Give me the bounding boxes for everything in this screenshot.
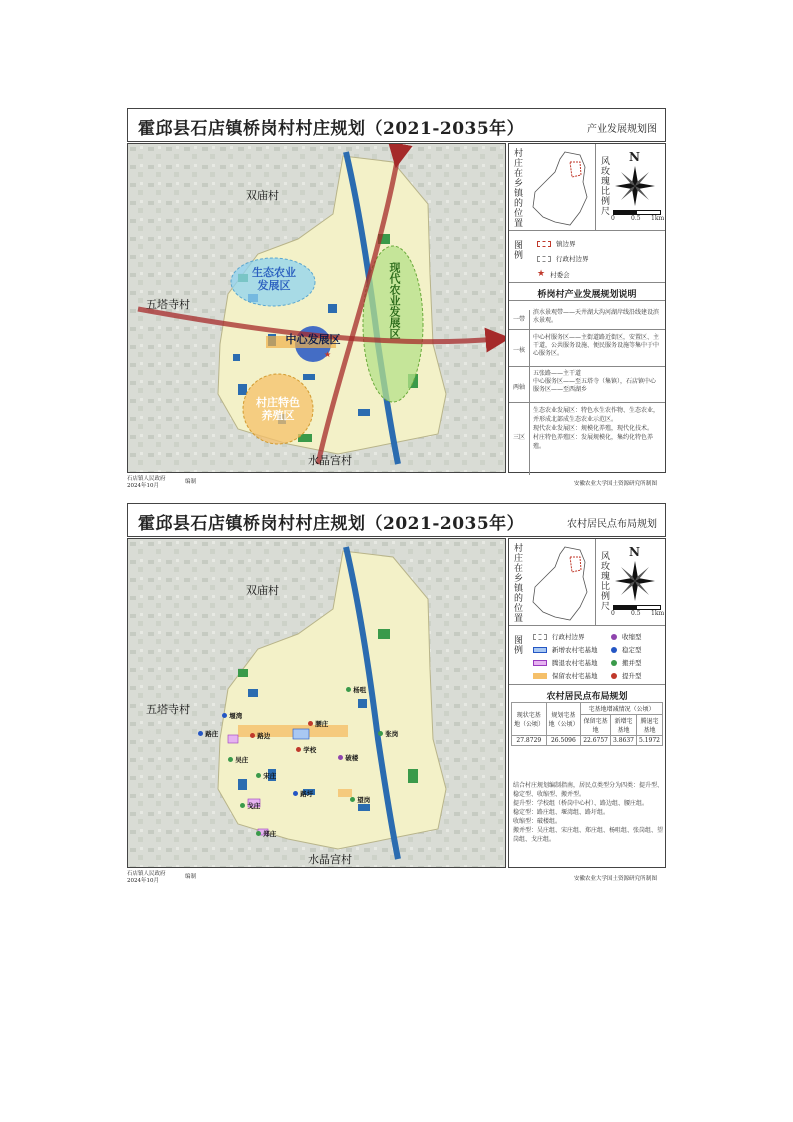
relocated-settlement bbox=[228, 735, 238, 743]
row-text-core: 中心村服务区——主街道路近街区，安置区、主干道，公共服务设施、便民服务设施等集中于中心服务区。 bbox=[533, 334, 660, 357]
zone-breed-label: 村庄特色 养殖区 bbox=[256, 396, 300, 422]
label-west-village-2: 五塔寺村 bbox=[146, 703, 190, 716]
settlement-notes: 结合村庄规划编制指南，居民点类型分为四类：提升型、稳定型、收缩型、搬并型。 提升型：学校组（桥岗中心村）、路边组、腰庄组。 稳定型：路庄组、堰湾组、路圩组。 收缩型：破楼组。 搬并型：吴庄组、宋庄组、郑庄组、杨咀组、张岗组、望岗组、戈庄组。 bbox=[513, 782, 664, 843]
north-letter-2: N bbox=[629, 545, 640, 559]
sheet-title: 霍邱县石店镇桥岗村村庄规划（2021-2035年） bbox=[138, 119, 525, 139]
legend-relocated-homestead: 腾退农村宅基地 bbox=[533, 658, 598, 667]
zone-center-label: 中心发展区 bbox=[285, 333, 341, 346]
row-key-axes: 两轴 bbox=[513, 384, 526, 391]
th-new: 新增宅基地 bbox=[611, 715, 637, 736]
legend-village-boundary: 行政村边界 bbox=[533, 632, 585, 641]
point-luxu[interactable]: 路圩 bbox=[293, 789, 313, 798]
township-inset-map-2 bbox=[525, 542, 593, 624]
val-new: 3.8637 bbox=[611, 736, 637, 746]
settlement-map[interactable] bbox=[127, 538, 506, 868]
legend-merge: 搬并型 bbox=[611, 658, 642, 667]
row-text-belt: 滨水景观带——天井湖大沟河湖岸线沿线建设滨水景观。 bbox=[533, 309, 660, 324]
scale-05: 0.5 bbox=[631, 215, 641, 222]
row-key-core: 一核 bbox=[513, 347, 526, 354]
point-yanwan[interactable]: 堰湾 bbox=[222, 711, 242, 720]
legend-item-village-boundary: 行政村边界 bbox=[537, 254, 589, 263]
location-label: 村庄在乡镇的位置 bbox=[512, 148, 522, 228]
industry-map[interactable] bbox=[127, 143, 506, 473]
location-label-2: 村庄在乡镇的位置 bbox=[512, 543, 522, 623]
legend-label-2: 图例 bbox=[512, 635, 522, 655]
point-zhengzhuang[interactable]: 郑庄 bbox=[256, 829, 276, 838]
point-yangju[interactable]: 杨咀 bbox=[346, 685, 366, 694]
title-bar bbox=[127, 108, 666, 142]
settlement-section-title: 农村居民点布局规划 bbox=[546, 692, 628, 702]
row-text-zones: 生态农业发展区：特色水生农作物、生态农业，并形成北部成生态农业示范区。 现代农业发展区：规模化养殖，现代化技术。 村庄特色养殖区：发展规模化，集约化特色养殖。 bbox=[533, 407, 660, 450]
th-current: 现状宅基地（公顷） bbox=[512, 703, 547, 736]
zone-modern-label: 现代农业发展区 bbox=[388, 262, 401, 339]
legend-shrink: 收缩型 bbox=[611, 632, 642, 641]
wind-rose-icon bbox=[615, 166, 655, 206]
th-retained: 保留宅基地 bbox=[581, 715, 611, 736]
row-key-belt: 一带 bbox=[513, 316, 526, 323]
scale-1: 1km bbox=[651, 215, 665, 222]
point-wuzhuang[interactable]: 吴庄 bbox=[228, 755, 248, 764]
footer-mapped-2: 制图 bbox=[646, 876, 658, 882]
committee-star: ★ bbox=[324, 350, 332, 359]
point-wanggang[interactable]: 望岗 bbox=[350, 795, 370, 804]
th-change: 宅基地增减情况（公顷） bbox=[581, 703, 663, 715]
footer-compiled-2: 编制 bbox=[185, 874, 197, 880]
legend-item-town-boundary: 镇边界 bbox=[537, 239, 576, 248]
point-luzhuang[interactable]: 路庄 bbox=[198, 729, 218, 738]
row-key-zones: 三区 bbox=[513, 434, 526, 441]
new-settlement bbox=[293, 729, 309, 739]
legend-new-homestead: 新增农村宅基地 bbox=[533, 645, 598, 654]
legend-retained-homestead: 保留农村宅基地 bbox=[533, 671, 598, 680]
footer-org: 石店镇人民政府 2024年10月 bbox=[127, 476, 166, 489]
footer-compiled: 编制 bbox=[185, 479, 197, 485]
label-north-village: 双庙村 bbox=[246, 189, 279, 202]
val-current: 27.8729 bbox=[512, 736, 547, 746]
legend-upgrade: 提升型 bbox=[611, 671, 642, 680]
val-relocated: 5.1972 bbox=[637, 736, 663, 746]
sheet-subtitle-2: 农村居民点布局规划 bbox=[567, 519, 657, 530]
compass-label: 风玫瑰比例尺 bbox=[599, 156, 609, 216]
north-letter: N bbox=[629, 150, 640, 164]
planning-sheet-industry bbox=[127, 108, 666, 489]
sheet-title-2: 霍邱县石店镇桥岗村村庄规划（2021-2035年） bbox=[138, 514, 525, 534]
th-relocated: 腾退宅基地 bbox=[637, 715, 663, 736]
scale-05-2: 0.5 bbox=[631, 610, 641, 617]
township-inset-map bbox=[525, 147, 593, 229]
side-panel bbox=[508, 143, 666, 473]
legend-stable: 稳定型 bbox=[611, 645, 642, 654]
point-songzhuang[interactable]: 宋庄 bbox=[256, 771, 276, 780]
scale-0-2: 0 bbox=[611, 610, 615, 617]
point-school[interactable]: 学校 bbox=[296, 745, 316, 754]
label-north-village-2: 双庙村 bbox=[246, 584, 279, 597]
th-planned: 规划宅基地（公顷） bbox=[546, 703, 581, 736]
sheet-subtitle: 产业发展规划图 bbox=[587, 124, 657, 135]
point-lubian[interactable]: 路边 bbox=[250, 731, 270, 740]
legend-label: 图例 bbox=[512, 240, 522, 260]
zone-eco-label: 生态农业 发展区 bbox=[252, 266, 296, 292]
wind-rose-icon-2 bbox=[615, 561, 655, 601]
side-panel-2 bbox=[508, 538, 666, 868]
point-gezhuang[interactable]: 戈庄 bbox=[240, 801, 260, 810]
footer-institute-2: 安徽农业大学国土资源研究所 bbox=[574, 876, 646, 882]
label-south-village-2: 水晶宫村 bbox=[308, 853, 352, 866]
compass-label-2: 风玫瑰比例尺 bbox=[599, 551, 609, 611]
row-text-axes: 五张路——主干道 中心服务区——至五塔寺（集镇），石店镇中心服务区——至西湖乡 bbox=[533, 370, 657, 393]
homestead-table bbox=[511, 702, 663, 746]
val-retained: 22.6757 bbox=[581, 736, 611, 746]
footer-mapped: 制图 bbox=[646, 481, 658, 487]
val-planned: 26.5096 bbox=[546, 736, 581, 746]
scale-0: 0 bbox=[611, 215, 615, 222]
legend-item-committee: ★ 村委会 bbox=[537, 269, 570, 279]
footer-institute: 安徽农业大学国土资源研究所 bbox=[574, 481, 646, 487]
label-south-village: 水晶宫村 bbox=[308, 454, 352, 467]
title-bar-2 bbox=[127, 503, 666, 537]
planning-sheet-settlement bbox=[127, 503, 666, 884]
point-yaozhuang[interactable]: 腰庄 bbox=[308, 719, 328, 728]
point-polou[interactable]: 破楼 bbox=[338, 753, 358, 762]
label-west-village: 五塔寺村 bbox=[146, 298, 190, 311]
point-zhanggang[interactable]: 张岗 bbox=[378, 729, 398, 738]
footer-org-2: 石店镇人民政府 2024年10月 bbox=[127, 871, 166, 884]
industry-section-title: 桥岗村产业发展规划说明 bbox=[537, 290, 637, 300]
scale-1-2: 1km bbox=[651, 610, 665, 617]
